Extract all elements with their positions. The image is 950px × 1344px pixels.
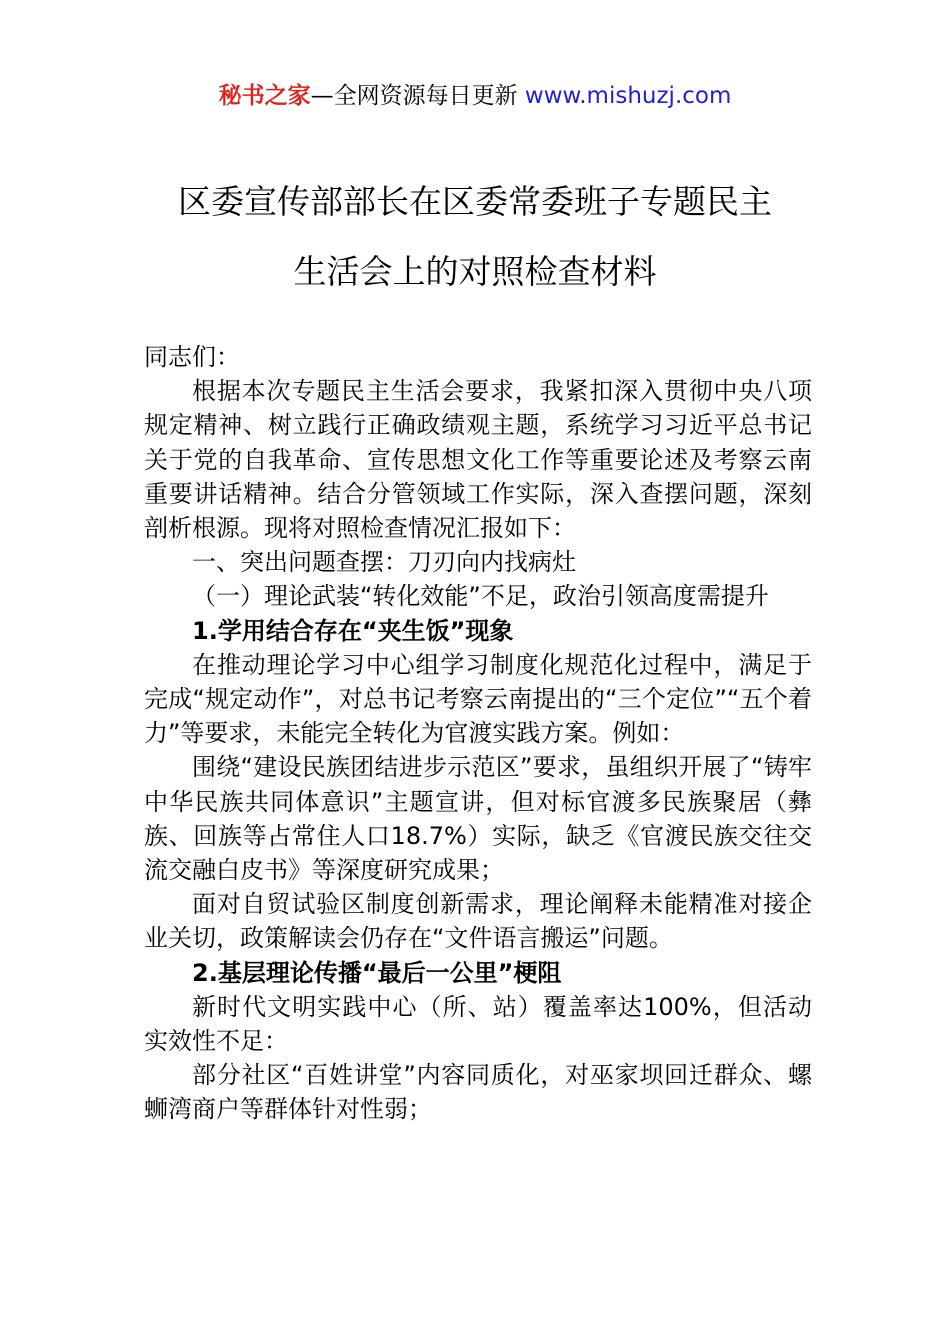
- salutation: 同志们：: [144, 343, 240, 371]
- document-body: [144, 340, 812, 1127]
- point-heading-2: 2.基层理论传播“最后一公里”梗阻: [192, 958, 562, 987]
- point2-paragraph-1: 新时代文明实践中心（所、站）覆盖率达100%，但活动实效性不足：: [144, 992, 812, 1056]
- site-tagline: —全网资源每日更新: [310, 83, 518, 109]
- subsection-heading-1: （一）理论武装“转化效能”不足，政治引领高度需提升: [192, 582, 769, 611]
- point1-paragraph-1: 在推动理论学习中心组学习制度化规范化过程中，满足于完成“规定动作”，对总书记考察云南提出的“三个定位”“五个着力”等要求，未能完全转化为官渡实践方案。例如：: [144, 650, 812, 748]
- point1-paragraph-3: 面对自贸试验区制度创新需求，理论阐释未能精准对接企业关切，政策解读会仍存在“文件语言搬运”问题。: [144, 890, 812, 953]
- point1-paragraph-2: 围绕“建设民族团结进步示范区”要求，虽组织开展了“铸牢中华民族共同体意识”主题宣讲，但对标官渡多民族聚居（彝族、回族等占常住人口18.7%）实际，缺乏《官渡民族交往交流交融白皮书》等深度研究成果；: [144, 753, 812, 885]
- site-brand: 秘书之家: [218, 83, 311, 109]
- site-header: [0, 80, 950, 112]
- site-url-link[interactable]: www.mishuzj.com: [524, 83, 732, 109]
- document-title-line-2: 生活会上的对照检查材料: [293, 252, 657, 291]
- intro-paragraph: 根据本次专题民主生活会要求，我紧扣深入贯彻中央八项规定精神、树立践行正确政绩观主题，系统学习习近平总书记关于党的自我革命、宣传思想文化工作等重要论述及考察云南重要讲话精神。结合分管领域工作实际，深入查摆问题，深刻剖析根源。现将对照检查情况汇报如下：: [144, 377, 812, 543]
- point2-paragraph-2: 部分社区“百姓讲堂”内容同质化，对巫家坝回迁群众、螺蛳湾商户等群体针对性弱；: [144, 1061, 812, 1124]
- point-heading-1: 1.学用结合存在“夹生饭”现象: [192, 616, 514, 645]
- section-heading-1: 一、突出问题查摆：刀刃向内找病灶: [192, 548, 576, 577]
- document-title-line-1: 区委宣传部部长在区委常委班子专题民主: [178, 182, 772, 221]
